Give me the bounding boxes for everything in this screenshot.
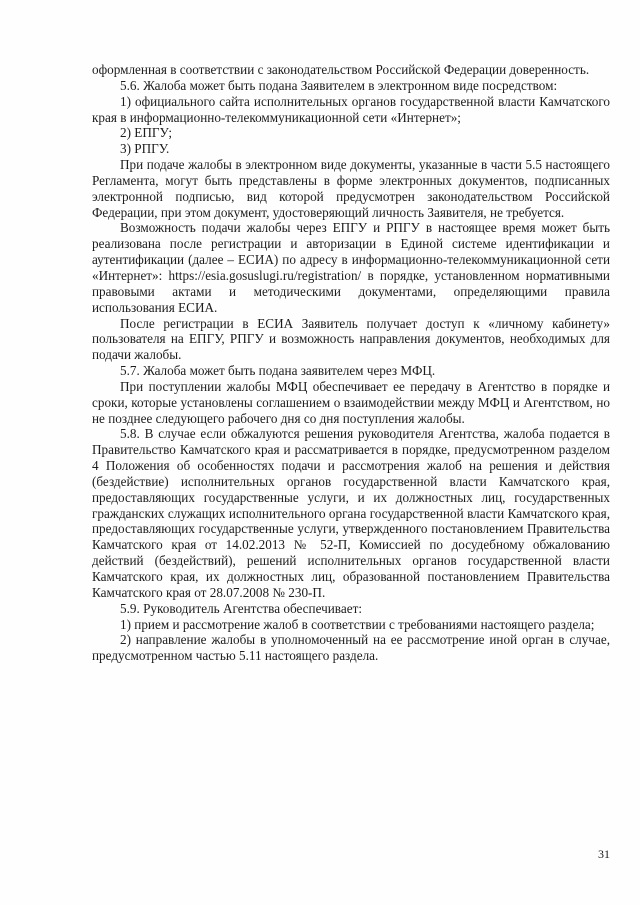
page-number: 31 bbox=[598, 847, 610, 861]
body-text bbox=[92, 62, 610, 664]
list-item-receipt-review: 1) прием и рассмотрение жалоб в соответствии с требованиями настоящего раздела; bbox=[120, 616, 595, 632]
paragraph-5-9: 5.9. Руководитель Агентства обеспечивает: bbox=[120, 600, 362, 616]
paragraph-5-8: 5.8. В случае если обжалуются решения руководителя Агентства, жалоба подается в Правительство Камчатского края и рассматривается в порядке, предусмотренном разделом 4 Положения об особенностях подачи и рассмотрения жалоб на решения и действия (бездействие) исполнительных органов государственной власти Камчатского края, предоставляющих государственные услуги, и их должностных лиц, государственных гражданских служащих исполнительного органа государственной власти Камчатского края, предоставляющих государственные услуги, утвержденного постановлением Правительства Камчатского края от 14.02.2013 № 52-П, Комиссией по досудебному обжалованию действий (бездействий), решений исполнительных органов государственной власти Камчатского края, их должностных лиц, образованной постановлением Правительства Камчатского края от 28.07.2008 № 230-П. bbox=[92, 426, 610, 600]
paragraph-5-6: 5.6. Жалоба может быть подана Заявителем в электронном виде посредством: bbox=[120, 77, 558, 93]
paragraph-personal-cabinet: После регистрации в ЕСИА Заявитель получает доступ к «личному кабинету» пользователя на ЕПГУ, РПГУ и возможность направления документов, необходимых для подачи жалобы. bbox=[92, 315, 610, 363]
list-item-rpgu: 3) РПГУ. bbox=[120, 141, 170, 157]
paragraph-electronic-documents: При подаче жалобы в электронном виде документы, указанные в части 5.5 настоящего Регламента, могут быть представлены в форме электронных документов, подписанных электронной подписью, вид которой предусмотрен законодательством Российской Федерации, при этом документ, удостоверяющий личность Заявителя, не требуется. bbox=[92, 157, 610, 220]
list-item-official-site: 1) официального сайта исполнительных органов государственной власти Камчатского края в информационно-телекоммуникационной сети «Интернет»; bbox=[92, 93, 610, 125]
paragraph-continuation: оформленная в соответствии с законодательством Российской Федерации доверенность. bbox=[92, 62, 590, 77]
list-item-epgu: 2) ЕПГУ; bbox=[120, 125, 172, 141]
paragraph-5-7: 5.7. Жалоба может быть подана заявителем через МФЦ. bbox=[120, 363, 436, 379]
list-item-forwarding: 2) направление жалобы в уполномоченный на ее рассмотрение иной орган в случае, предусмотренном частью 5.11 настоящего раздела. bbox=[92, 632, 610, 664]
paragraph-mfc-transfer: При поступлении жалобы МФЦ обеспечивает ее передачу в Агентство в порядке и сроки, которые установлены соглашением о взаимодействии между МФЦ и Агентством, но не позднее следующего рабочего дня со дня поступления жалобы. bbox=[92, 378, 610, 426]
paragraph-esia-registration: Возможность подачи жалобы через ЕПГУ и РПГУ в настоящее время может быть реализована после регистрации и авторизации в Единой системе идентификации и аутентификации (далее – ЕСИА) по адресу в информационно-телекоммуникационной сети «Интернет»: https://esia.gosuslugi.ru/registration/ в порядке, установленном нормативными правовыми актами и методическими документами, определяющими правила использования ЕСИА. bbox=[92, 220, 610, 315]
